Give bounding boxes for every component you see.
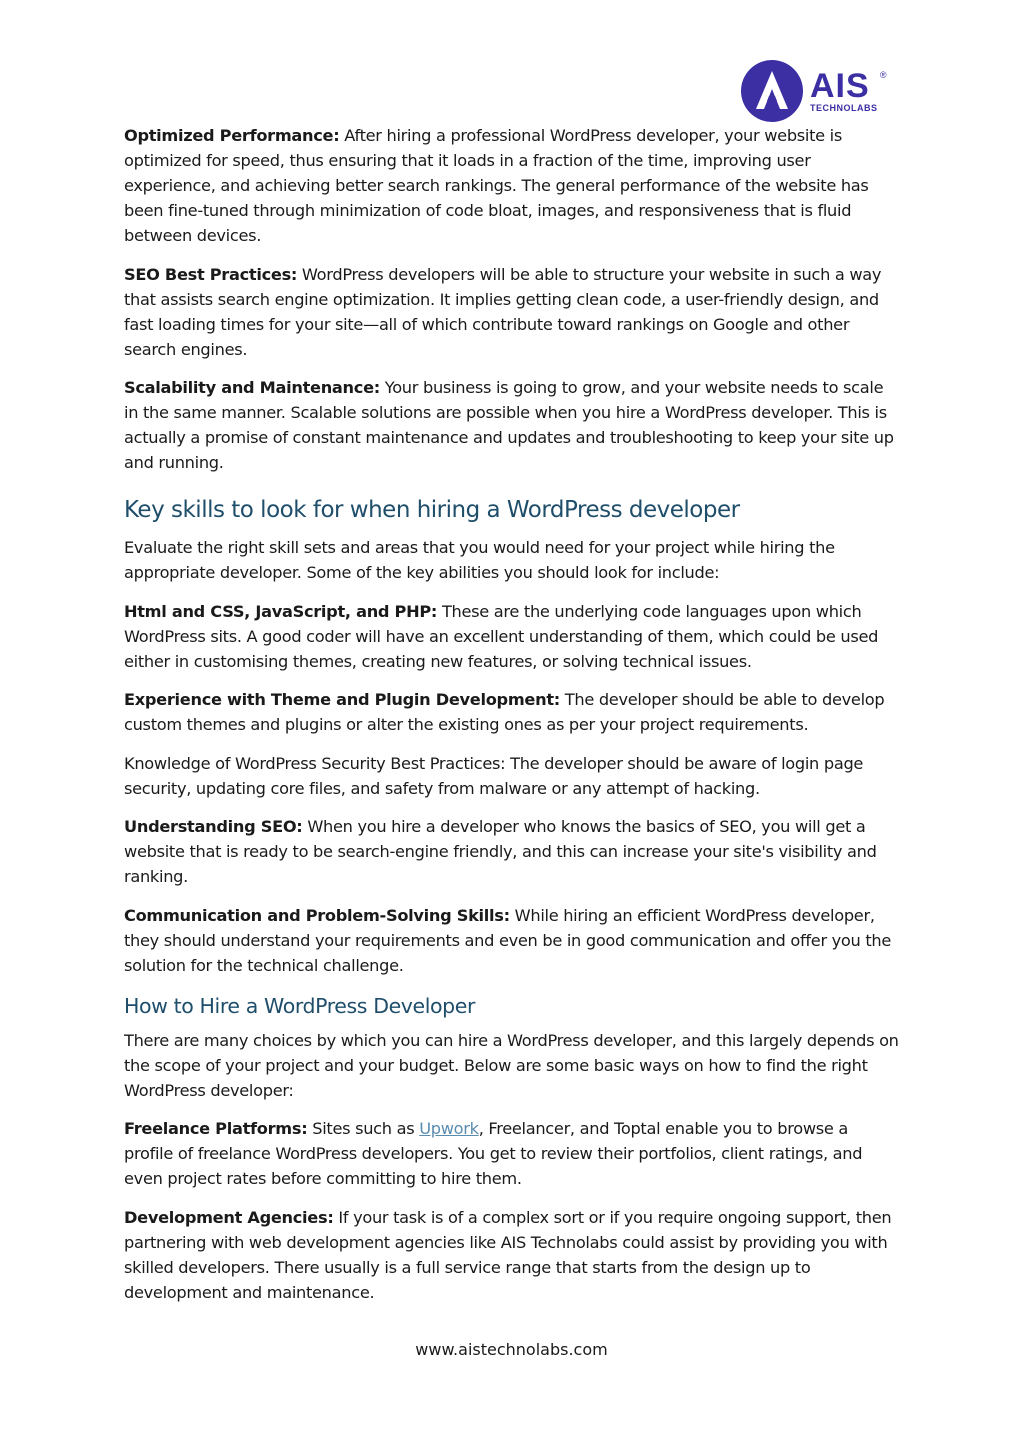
paragraph-security: Knowledge of WordPress Security Best Practices: The developer should be aware of login page security, updating core files, and safety from malware or any attempt of hacking. [124,753,864,798]
paragraph-title: Understanding SEO: [124,817,303,836]
paragraph-text: , Freelancer, and Toptal enable you to browse a profile of freelance WordPress developers. You get to review their portfolios, client ratings, and even project rates before committing to hire them. [124,1119,863,1188]
paragraph-title: Experience with Theme and Plugin Development: [124,690,560,709]
paragraph-development-agencies [124,1205,900,1305]
logo-brand-text: AIS ® [810,67,888,105]
paragraph-seo-best-practices [124,262,900,362]
paragraph-title: Optimized Performance: [124,126,340,145]
company-logo [740,58,900,124]
paragraph-title: Html and CSS, JavaScript, and PHP: [124,601,438,621]
paragraph-text: When you hire a developer who knows the basics of SEO, you will get a website that is ready to be search-engine friendly, and this can increase your site's visibility and ranking. [124,817,877,886]
footer-website-url: www.aistechnolabs.com [415,1340,608,1359]
paragraph-title: Freelance Platforms: [124,1119,308,1138]
paragraph-text: The developer should be able to develop custom themes and plugins or alter the existing ones as per your project requirements. [124,690,885,734]
paragraph-title: SEO Best Practices: [124,264,298,284]
logo-subtitle: TECHNOLABS [810,103,878,113]
paragraph-communication [124,903,900,978]
paragraph-text: While hiring an efficient WordPress developer, they should understand your requirements and even be in good communication and offer you the solution for the technical challenge. [124,905,891,975]
paragraph-text: WordPress developers will be able to structure your website in such a way that assists search engine optimization. It implies getting clean code, a user-friendly design, and fast loading times for your site—all of which contribute toward rankings on Google and other search engines. [124,264,882,359]
paragraph-theme-plugin [124,687,900,737]
paragraph-understanding-seo [124,814,900,889]
logo-wordmark [810,67,888,113]
paragraph-text: Sites such as [307,1119,420,1138]
section-heading-how-to-hire: How to Hire a WordPress Developer [124,993,476,1018]
paragraph-text: If your task is of a complex sort or if you require ongoing support, then partnering with web development agencies like AIS Technolabs could assist by providing you with skilled developers. There usually is a full service range that starts from the design up to development and maintenance. [124,1207,892,1302]
paragraph-text: Your business is going to grow, and your website needs to scale in the same manner. Scalable solutions are possible when you hire a WordPress developer. This is actually a promise of constant maintenance and updates and troubleshooting to keep your site up and running. [124,378,894,472]
ais-logo-icon [740,59,804,123]
paragraph-choices: There are many choices by which you can hire a WordPress developer, and this largely depends on the scope of your project and your budget. Below are some basic ways on how to find the right WordPress developer: [124,1030,899,1100]
paragraph-text: These are the underlying code languages upon which WordPress sits. A good coder will have an excellent understanding of them, which could be used either in customising themes, creating new features, or solving technical issues. [124,601,879,671]
paragraph-optimized-performance [124,123,900,248]
paragraph-title: Communication and Problem-Solving Skills: [124,905,510,925]
paragraph-title: Scalability and Maintenance: [124,378,380,397]
paragraph-title: Development Agencies: [124,1207,334,1227]
registered-mark: ® [879,70,888,80]
paragraph-html-css-js-php [124,599,900,674]
section-heading-key-skills: Key skills to look for when hiring a WordPress developer [124,497,740,523]
paragraph-freelance-platforms [124,1116,900,1191]
document-body [124,123,900,1318]
paragraph-scalability [124,375,900,475]
paragraph-evaluate-skills: Evaluate the right skill sets and areas that you would need for your project while hiring the appropriate developer. Some of the key abilities you should look for include: [124,538,835,582]
upwork-link[interactable]: Upwork [419,1119,479,1138]
paragraph-text: After hiring a professional WordPress developer, your website is optimized for speed, thus ensuring that it loads in a fraction of the time, improving user experience, and achieving better search rankings. The general performance of the website has been fine-tuned through minimization of code bloat, images, and responsiveness that is fluid between devices. [124,126,869,245]
